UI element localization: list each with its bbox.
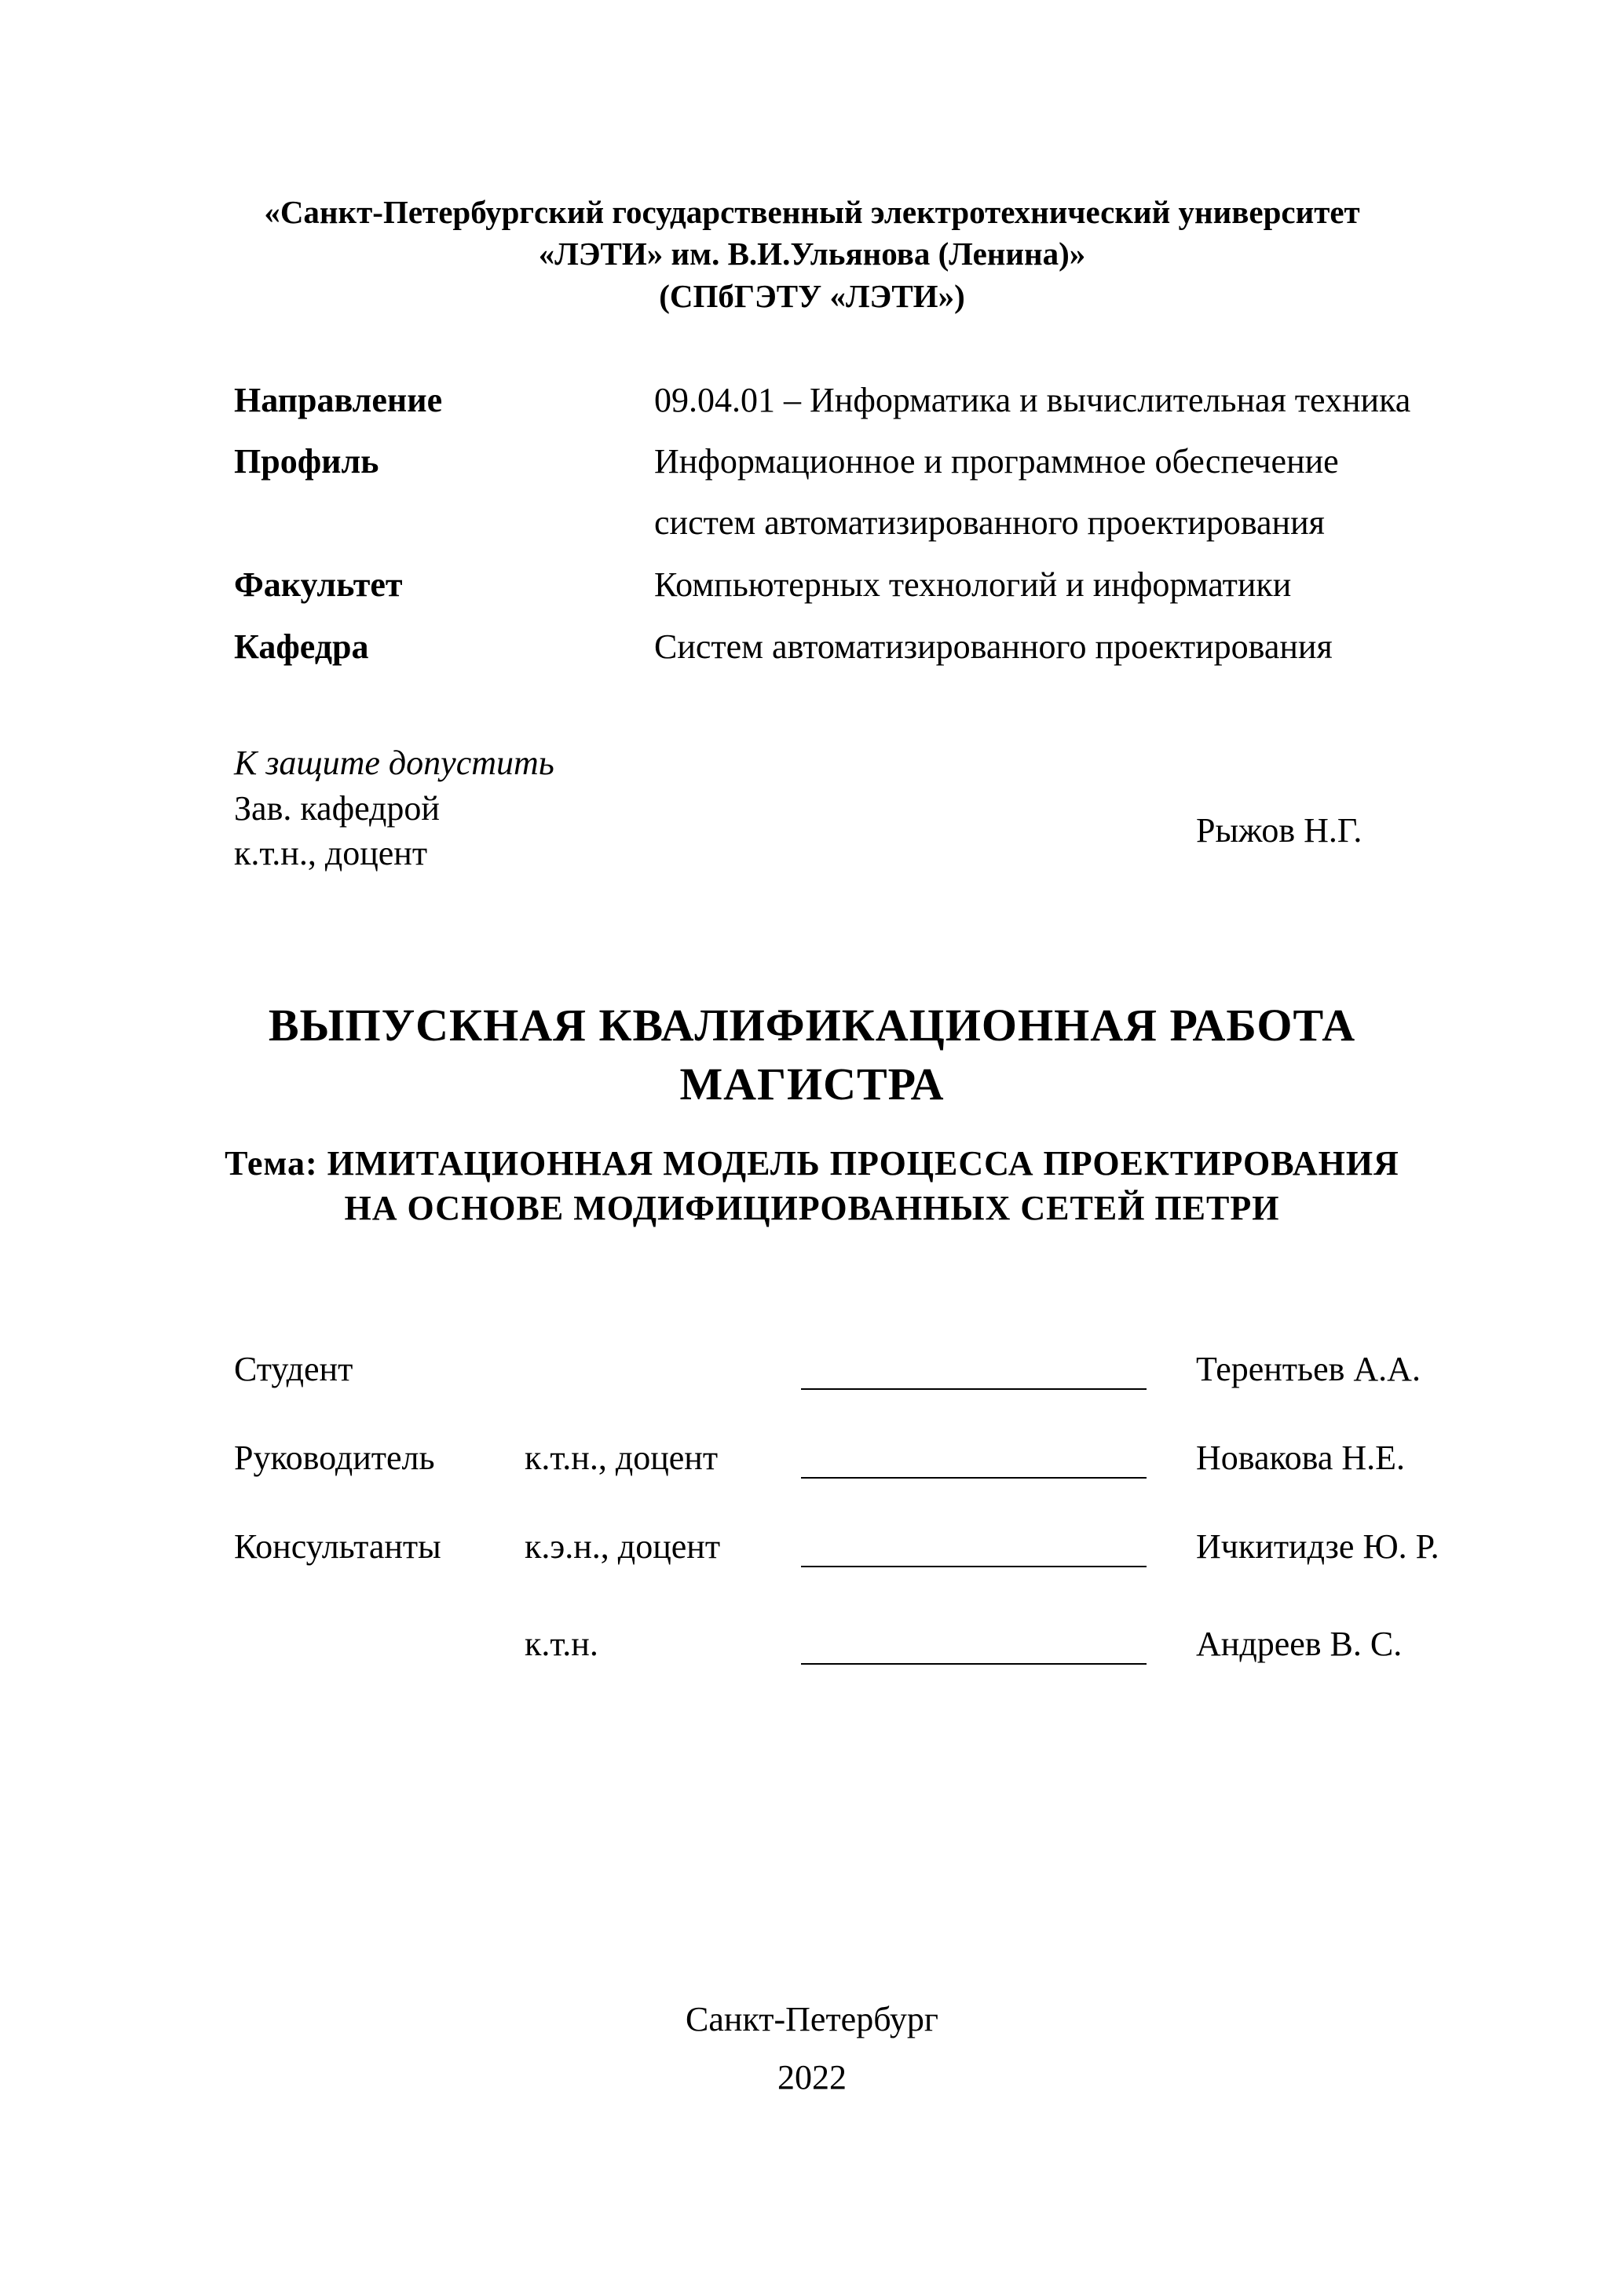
signature-name: Андреев В. С. <box>1196 1625 1403 1663</box>
signature-degree: к.т.н. <box>525 1625 598 1663</box>
signature-role: Руководитель <box>234 1439 435 1477</box>
topic-line-2: НА ОСНОВЕ МОДИФИЦИРОВАННЫХ СЕТЕЙ ПЕТРИ <box>344 1189 1280 1227</box>
signature-role: Консультанты <box>234 1527 441 1566</box>
signature-line <box>801 1566 1147 1567</box>
signature-name: Терентьев А.А. <box>1196 1350 1421 1388</box>
work-title-line-1: ВЫПУСКНАЯ КВАЛИФИКАЦИОННАЯ РАБОТА <box>268 1000 1356 1051</box>
topic-line-1: Тема: ИМИТАЦИОННАЯ МОДЕЛЬ ПРОЦЕССА ПРОЕКТИРОВАНИЯ <box>225 1144 1399 1183</box>
university-name-line-1: «Санкт-Петербургский государственный электротехнический университет <box>264 194 1360 230</box>
approval-heading: К защите допустить <box>234 744 554 782</box>
info-value-profile: Информационное и программное обеспечение <box>654 442 1339 481</box>
approval-degree: к.т.н., доцент <box>234 834 428 872</box>
signature-name: Ичкитидзе Ю. Р. <box>1196 1527 1439 1566</box>
footer-year: 2022 <box>777 2058 847 2097</box>
info-label-department: Кафедра <box>234 627 369 666</box>
approval-name: Рыжов Н.Г. <box>1196 811 1362 850</box>
signature-line <box>801 1477 1147 1479</box>
footer-city: Санкт-Петербург <box>686 2000 938 2038</box>
info-label-profile: Профиль <box>234 442 379 481</box>
university-name-line-2: «ЛЭТИ» им. В.И.Ульянова (Ленина)» <box>538 236 1086 272</box>
info-label-direction: Направление <box>234 381 443 419</box>
signature-name: Новакова Н.Е. <box>1196 1439 1406 1477</box>
university-abbreviation: (СПбГЭТУ «ЛЭТИ») <box>659 278 965 314</box>
info-value-department: Систем автоматизированного проектирования <box>654 627 1333 666</box>
signature-line <box>801 1663 1147 1665</box>
info-value-profile-continued: систем автоматизированного проектирования <box>654 503 1325 542</box>
info-value-direction: 09.04.01 – Информатика и вычислительная техника <box>654 381 1411 419</box>
signature-degree: к.э.н., доцент <box>525 1527 721 1566</box>
info-value-faculty: Компьютерных технологий и информатики <box>654 565 1292 604</box>
approval-position: Зав. кафедрой <box>234 789 440 828</box>
info-label-faculty: Факультет <box>234 565 403 604</box>
signature-degree: к.т.н., доцент <box>525 1439 719 1477</box>
work-title-line-2: МАГИСТРА <box>679 1058 945 1110</box>
signature-role: Студент <box>234 1350 353 1388</box>
signature-line <box>801 1388 1147 1390</box>
